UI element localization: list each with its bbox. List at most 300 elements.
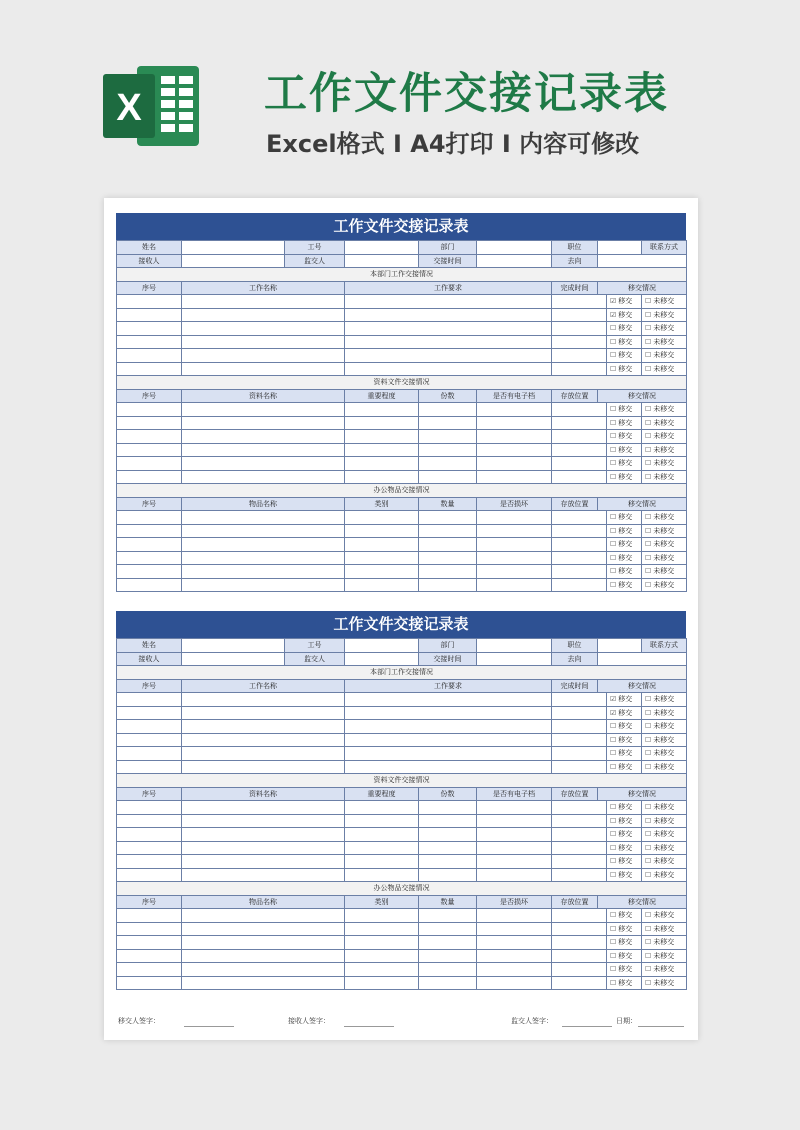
checkbox-icon[interactable]: ☐ (645, 553, 652, 562)
transfer-status-no[interactable] (642, 295, 687, 309)
checkbox-icon[interactable]: ☐ (645, 749, 652, 758)
file-name-cell[interactable] (182, 868, 345, 882)
transfer-status-no[interactable] (642, 720, 687, 734)
transfer-status-yes[interactable] (607, 335, 642, 349)
work-name-cell[interactable] (182, 349, 345, 363)
category-cell[interactable] (345, 936, 419, 950)
checkbox-icon[interactable]: ☐ (645, 870, 652, 879)
transfer-status-yes[interactable] (607, 538, 642, 552)
location-cell[interactable] (552, 936, 607, 950)
transfer-status-yes[interactable] (607, 403, 642, 417)
checkbox-icon[interactable]: ☐ (645, 337, 652, 346)
seq-cell[interactable] (117, 828, 182, 842)
importance-cell[interactable] (345, 801, 419, 815)
quantity-cell[interactable] (419, 551, 477, 565)
checkbox-icon[interactable]: ☐ (610, 459, 617, 468)
checkbox-icon[interactable]: ☐ (610, 762, 617, 771)
electronic-cell[interactable] (477, 430, 552, 444)
checkbox-icon[interactable]: ☐ (610, 580, 617, 589)
location-cell[interactable] (552, 949, 607, 963)
electronic-cell[interactable] (477, 855, 552, 869)
location-cell[interactable] (552, 403, 607, 417)
location-cell[interactable] (552, 538, 607, 552)
location-cell[interactable] (552, 511, 607, 525)
damaged-cell[interactable] (477, 565, 552, 579)
transfer-status-yes[interactable] (607, 457, 642, 471)
checkbox-icon[interactable]: ☐ (645, 297, 652, 306)
checkbox-icon[interactable]: ☐ (610, 857, 617, 866)
checkbox-icon[interactable]: ☐ (610, 803, 617, 812)
checkbox-icon[interactable]: ☐ (645, 951, 652, 960)
destination-input[interactable] (598, 652, 687, 666)
importance-cell[interactable] (345, 430, 419, 444)
importance-cell[interactable] (345, 841, 419, 855)
transfer-status-no[interactable] (642, 841, 687, 855)
transfer-status-no[interactable] (642, 733, 687, 747)
seq-cell[interactable] (117, 524, 182, 538)
work-name-cell[interactable] (182, 720, 345, 734)
copies-cell[interactable] (419, 430, 477, 444)
checkbox-icon[interactable]: ☐ (645, 472, 652, 481)
checkbox-icon[interactable]: ☐ (610, 432, 617, 441)
transfer-status-no[interactable] (642, 760, 687, 774)
dept-input[interactable] (477, 639, 552, 653)
work-name-cell[interactable] (182, 733, 345, 747)
transfer-status-yes[interactable] (607, 801, 642, 815)
checkbox-icon[interactable]: ☐ (610, 951, 617, 960)
transfer-status-yes[interactable] (607, 511, 642, 525)
transfer-status-yes[interactable] (607, 841, 642, 855)
transfer-status-yes[interactable] (607, 868, 642, 882)
location-cell[interactable] (552, 868, 607, 882)
transfer-status-yes[interactable] (607, 443, 642, 457)
checkbox-icon[interactable]: ☐ (645, 938, 652, 947)
supervisor-input[interactable] (345, 254, 419, 268)
work-req-cell[interactable] (345, 706, 552, 720)
transfer-status-yes[interactable] (607, 551, 642, 565)
checkbox-icon[interactable]: ☐ (645, 911, 652, 920)
seq-cell[interactable] (117, 720, 182, 734)
copies-cell[interactable] (419, 416, 477, 430)
work-name-cell[interactable] (182, 308, 345, 322)
copies-cell[interactable] (419, 814, 477, 828)
importance-cell[interactable] (345, 470, 419, 484)
transfer-status-no[interactable] (642, 457, 687, 471)
location-cell[interactable] (552, 430, 607, 444)
electronic-cell[interactable] (477, 470, 552, 484)
work-name-cell[interactable] (182, 760, 345, 774)
file-name-cell[interactable] (182, 443, 345, 457)
checkbox-icon[interactable]: ☐ (610, 870, 617, 879)
quantity-cell[interactable] (419, 578, 477, 592)
transfer-status-yes[interactable] (607, 747, 642, 761)
copies-cell[interactable] (419, 801, 477, 815)
checkbox-icon[interactable]: ☐ (645, 708, 652, 717)
location-cell[interactable] (552, 578, 607, 592)
checkbox-icon[interactable]: ☐ (645, 857, 652, 866)
transfer-status-yes[interactable] (607, 855, 642, 869)
quantity-cell[interactable] (419, 949, 477, 963)
checkbox-icon[interactable]: ☐ (645, 580, 652, 589)
category-cell[interactable] (345, 538, 419, 552)
transfer-status-no[interactable] (642, 963, 687, 977)
work-name-cell[interactable] (182, 747, 345, 761)
seq-cell[interactable] (117, 963, 182, 977)
checkbox-icon[interactable]: ☐ (610, 540, 617, 549)
transfer-status-no[interactable] (642, 362, 687, 376)
transfer-status-yes[interactable] (607, 322, 642, 336)
name-input[interactable] (182, 241, 285, 255)
copies-cell[interactable] (419, 828, 477, 842)
checkbox-icon[interactable]: ☐ (610, 526, 617, 535)
date-line[interactable] (638, 1026, 684, 1027)
receiver-signature-line[interactable] (344, 1026, 394, 1027)
location-cell[interactable] (552, 457, 607, 471)
seq-cell[interactable] (117, 922, 182, 936)
checkbox-icon[interactable]: ☐ (645, 324, 652, 333)
seq-cell[interactable] (117, 578, 182, 592)
location-cell[interactable] (552, 524, 607, 538)
checkbox-icon[interactable]: ☐ (645, 762, 652, 771)
copies-cell[interactable] (419, 443, 477, 457)
location-cell[interactable] (552, 814, 607, 828)
seq-cell[interactable] (117, 443, 182, 457)
location-cell[interactable] (552, 565, 607, 579)
copies-cell[interactable] (419, 868, 477, 882)
electronic-cell[interactable] (477, 457, 552, 471)
location-cell[interactable] (552, 922, 607, 936)
checkbox-icon[interactable]: ☐ (645, 445, 652, 454)
damaged-cell[interactable] (477, 963, 552, 977)
copies-cell[interactable] (419, 470, 477, 484)
transfer-status-no[interactable] (642, 855, 687, 869)
transfer-status-yes[interactable] (607, 470, 642, 484)
finish-time-cell[interactable] (552, 322, 607, 336)
checkbox-icon[interactable]: ☐ (610, 553, 617, 562)
file-name-cell[interactable] (182, 457, 345, 471)
seq-cell[interactable] (117, 976, 182, 990)
electronic-cell[interactable] (477, 814, 552, 828)
supervisor-input[interactable] (345, 652, 419, 666)
seq-cell[interactable] (117, 909, 182, 923)
finish-time-cell[interactable] (552, 720, 607, 734)
checkbox-icon[interactable]: ☐ (610, 978, 617, 987)
damaged-cell[interactable] (477, 578, 552, 592)
transfer-status-no[interactable] (642, 322, 687, 336)
copies-cell[interactable] (419, 855, 477, 869)
work-req-cell[interactable] (345, 308, 552, 322)
checkbox-icon[interactable]: ☐ (645, 722, 652, 731)
category-cell[interactable] (345, 922, 419, 936)
transfer-status-no[interactable] (642, 949, 687, 963)
transfer-status-no[interactable] (642, 976, 687, 990)
transfer-status-yes[interactable] (607, 922, 642, 936)
checkbox-icon[interactable]: ☐ (610, 324, 617, 333)
seq-cell[interactable] (117, 760, 182, 774)
checkbox-icon[interactable]: ☐ (610, 364, 617, 373)
importance-cell[interactable] (345, 868, 419, 882)
checkbox-icon[interactable]: ☐ (645, 540, 652, 549)
importance-cell[interactable] (345, 814, 419, 828)
transfer-status-no[interactable] (642, 403, 687, 417)
transfer-status-no[interactable] (642, 335, 687, 349)
checked-box-icon[interactable]: ☑ (610, 310, 617, 319)
receiver-input[interactable] (182, 254, 285, 268)
checkbox-icon[interactable]: ☐ (610, 418, 617, 427)
transfer-status-yes[interactable] (607, 349, 642, 363)
item-name-cell[interactable] (182, 524, 345, 538)
seq-cell[interactable] (117, 403, 182, 417)
category-cell[interactable] (345, 976, 419, 990)
quantity-cell[interactable] (419, 538, 477, 552)
quantity-cell[interactable] (419, 963, 477, 977)
transfer-status-yes[interactable] (607, 963, 642, 977)
seq-cell[interactable] (117, 733, 182, 747)
finish-time-cell[interactable] (552, 349, 607, 363)
work-req-cell[interactable] (345, 747, 552, 761)
damaged-cell[interactable] (477, 511, 552, 525)
seq-cell[interactable] (117, 855, 182, 869)
checked-box-icon[interactable]: ☑ (610, 708, 617, 717)
quantity-cell[interactable] (419, 922, 477, 936)
work-name-cell[interactable] (182, 335, 345, 349)
damaged-cell[interactable] (477, 524, 552, 538)
importance-cell[interactable] (345, 403, 419, 417)
file-name-cell[interactable] (182, 470, 345, 484)
damaged-cell[interactable] (477, 922, 552, 936)
receiver-input[interactable] (182, 652, 285, 666)
seq-cell[interactable] (117, 349, 182, 363)
checkbox-icon[interactable]: ☐ (645, 432, 652, 441)
transfer-status-no[interactable] (642, 511, 687, 525)
work-name-cell[interactable] (182, 322, 345, 336)
work-req-cell[interactable] (345, 760, 552, 774)
transfer-status-yes[interactable] (607, 565, 642, 579)
seq-cell[interactable] (117, 470, 182, 484)
work-req-cell[interactable] (345, 720, 552, 734)
dept-input[interactable] (477, 241, 552, 255)
location-cell[interactable] (552, 909, 607, 923)
damaged-cell[interactable] (477, 538, 552, 552)
destination-input[interactable] (598, 254, 687, 268)
seq-cell[interactable] (117, 801, 182, 815)
seq-cell[interactable] (117, 551, 182, 565)
copies-cell[interactable] (419, 403, 477, 417)
checkbox-icon[interactable]: ☐ (610, 567, 617, 576)
checkbox-icon[interactable]: ☐ (610, 965, 617, 974)
electronic-cell[interactable] (477, 403, 552, 417)
seq-cell[interactable] (117, 868, 182, 882)
finish-time-cell[interactable] (552, 335, 607, 349)
electronic-cell[interactable] (477, 801, 552, 815)
position-input[interactable] (598, 639, 642, 653)
copies-cell[interactable] (419, 457, 477, 471)
category-cell[interactable] (345, 949, 419, 963)
electronic-cell[interactable] (477, 828, 552, 842)
file-name-cell[interactable] (182, 801, 345, 815)
location-cell[interactable] (552, 828, 607, 842)
transfer-status-no[interactable] (642, 349, 687, 363)
transfer-status-no[interactable] (642, 828, 687, 842)
finish-time-cell[interactable] (552, 760, 607, 774)
work-req-cell[interactable] (345, 295, 552, 309)
checkbox-icon[interactable]: ☐ (645, 735, 652, 744)
item-name-cell[interactable] (182, 538, 345, 552)
checkbox-icon[interactable]: ☐ (645, 965, 652, 974)
checkbox-icon[interactable]: ☐ (645, 310, 652, 319)
seq-cell[interactable] (117, 693, 182, 707)
transfer-status-no[interactable] (642, 909, 687, 923)
transfer-status-no[interactable] (642, 747, 687, 761)
seq-cell[interactable] (117, 841, 182, 855)
transfer-status-yes[interactable] (607, 693, 642, 707)
checked-box-icon[interactable]: ☑ (610, 297, 617, 306)
finish-time-cell[interactable] (552, 706, 607, 720)
file-name-cell[interactable] (182, 828, 345, 842)
transfer-status-no[interactable] (642, 538, 687, 552)
work-req-cell[interactable] (345, 362, 552, 376)
location-cell[interactable] (552, 416, 607, 430)
checkbox-icon[interactable]: ☐ (610, 735, 617, 744)
location-cell[interactable] (552, 551, 607, 565)
category-cell[interactable] (345, 565, 419, 579)
damaged-cell[interactable] (477, 936, 552, 950)
transfer-status-no[interactable] (642, 814, 687, 828)
finish-time-cell[interactable] (552, 747, 607, 761)
transfer-status-yes[interactable] (607, 828, 642, 842)
seq-cell[interactable] (117, 295, 182, 309)
transfer-status-no[interactable] (642, 551, 687, 565)
item-name-cell[interactable] (182, 976, 345, 990)
location-cell[interactable] (552, 855, 607, 869)
importance-cell[interactable] (345, 457, 419, 471)
checkbox-icon[interactable]: ☐ (610, 337, 617, 346)
transfer-status-yes[interactable] (607, 949, 642, 963)
seq-cell[interactable] (117, 538, 182, 552)
transfer-status-no[interactable] (642, 416, 687, 430)
file-name-cell[interactable] (182, 814, 345, 828)
transfer-status-no[interactable] (642, 936, 687, 950)
transfer-status-no[interactable] (642, 868, 687, 882)
work-name-cell[interactable] (182, 706, 345, 720)
work-name-cell[interactable] (182, 693, 345, 707)
damaged-cell[interactable] (477, 551, 552, 565)
checkbox-icon[interactable]: ☐ (610, 911, 617, 920)
work-req-cell[interactable] (345, 349, 552, 363)
quantity-cell[interactable] (419, 524, 477, 538)
damaged-cell[interactable] (477, 976, 552, 990)
electronic-cell[interactable] (477, 841, 552, 855)
seq-cell[interactable] (117, 747, 182, 761)
handover-signature-line[interactable] (184, 1026, 234, 1027)
checkbox-icon[interactable]: ☐ (610, 445, 617, 454)
transfer-status-yes[interactable] (607, 976, 642, 990)
seq-cell[interactable] (117, 936, 182, 950)
item-name-cell[interactable] (182, 551, 345, 565)
file-name-cell[interactable] (182, 855, 345, 869)
checkbox-icon[interactable]: ☐ (610, 513, 617, 522)
item-name-cell[interactable] (182, 922, 345, 936)
seq-cell[interactable] (117, 416, 182, 430)
transfer-status-yes[interactable] (607, 814, 642, 828)
work-name-cell[interactable] (182, 295, 345, 309)
item-name-cell[interactable] (182, 909, 345, 923)
seq-cell[interactable] (117, 322, 182, 336)
transfer-status-no[interactable] (642, 801, 687, 815)
checkbox-icon[interactable]: ☐ (610, 830, 617, 839)
supervisor-signature-line[interactable] (562, 1026, 612, 1027)
transfer-status-yes[interactable] (607, 578, 642, 592)
quantity-cell[interactable] (419, 511, 477, 525)
seq-cell[interactable] (117, 430, 182, 444)
quantity-cell[interactable] (419, 909, 477, 923)
file-name-cell[interactable] (182, 430, 345, 444)
checkbox-icon[interactable]: ☐ (645, 924, 652, 933)
file-name-cell[interactable] (182, 416, 345, 430)
checkbox-icon[interactable]: ☐ (645, 567, 652, 576)
checkbox-icon[interactable]: ☐ (645, 513, 652, 522)
transfer-status-yes[interactable] (607, 430, 642, 444)
seq-cell[interactable] (117, 949, 182, 963)
transfer-status-yes[interactable] (607, 362, 642, 376)
item-name-cell[interactable] (182, 963, 345, 977)
checkbox-icon[interactable]: ☐ (645, 405, 652, 414)
checkbox-icon[interactable]: ☐ (645, 843, 652, 852)
checkbox-icon[interactable]: ☐ (610, 351, 617, 360)
item-name-cell[interactable] (182, 511, 345, 525)
work-req-cell[interactable] (345, 693, 552, 707)
transfer-status-no[interactable] (642, 578, 687, 592)
finish-time-cell[interactable] (552, 693, 607, 707)
work-req-cell[interactable] (345, 335, 552, 349)
location-cell[interactable] (552, 470, 607, 484)
checkbox-icon[interactable]: ☐ (645, 695, 652, 704)
name-input[interactable] (182, 639, 285, 653)
importance-cell[interactable] (345, 828, 419, 842)
transfer-status-no[interactable] (642, 470, 687, 484)
checkbox-icon[interactable]: ☐ (645, 418, 652, 427)
quantity-cell[interactable] (419, 936, 477, 950)
location-cell[interactable] (552, 841, 607, 855)
checkbox-icon[interactable]: ☐ (645, 364, 652, 373)
transfer-status-no[interactable] (642, 693, 687, 707)
transfer-status-yes[interactable] (607, 308, 642, 322)
id-input[interactable] (345, 639, 419, 653)
work-req-cell[interactable] (345, 733, 552, 747)
file-name-cell[interactable] (182, 403, 345, 417)
handover-time-input[interactable] (477, 652, 552, 666)
item-name-cell[interactable] (182, 936, 345, 950)
checkbox-icon[interactable]: ☐ (610, 816, 617, 825)
transfer-status-yes[interactable] (607, 936, 642, 950)
importance-cell[interactable] (345, 416, 419, 430)
transfer-status-yes[interactable] (607, 760, 642, 774)
transfer-status-yes[interactable] (607, 733, 642, 747)
checkbox-icon[interactable]: ☐ (645, 803, 652, 812)
finish-time-cell[interactable] (552, 308, 607, 322)
category-cell[interactable] (345, 578, 419, 592)
seq-cell[interactable] (117, 511, 182, 525)
checkbox-icon[interactable]: ☐ (610, 722, 617, 731)
location-cell[interactable] (552, 801, 607, 815)
work-name-cell[interactable] (182, 362, 345, 376)
position-input[interactable] (598, 241, 642, 255)
item-name-cell[interactable] (182, 578, 345, 592)
transfer-status-no[interactable] (642, 443, 687, 457)
checkbox-icon[interactable]: ☐ (645, 830, 652, 839)
category-cell[interactable] (345, 551, 419, 565)
damaged-cell[interactable] (477, 949, 552, 963)
